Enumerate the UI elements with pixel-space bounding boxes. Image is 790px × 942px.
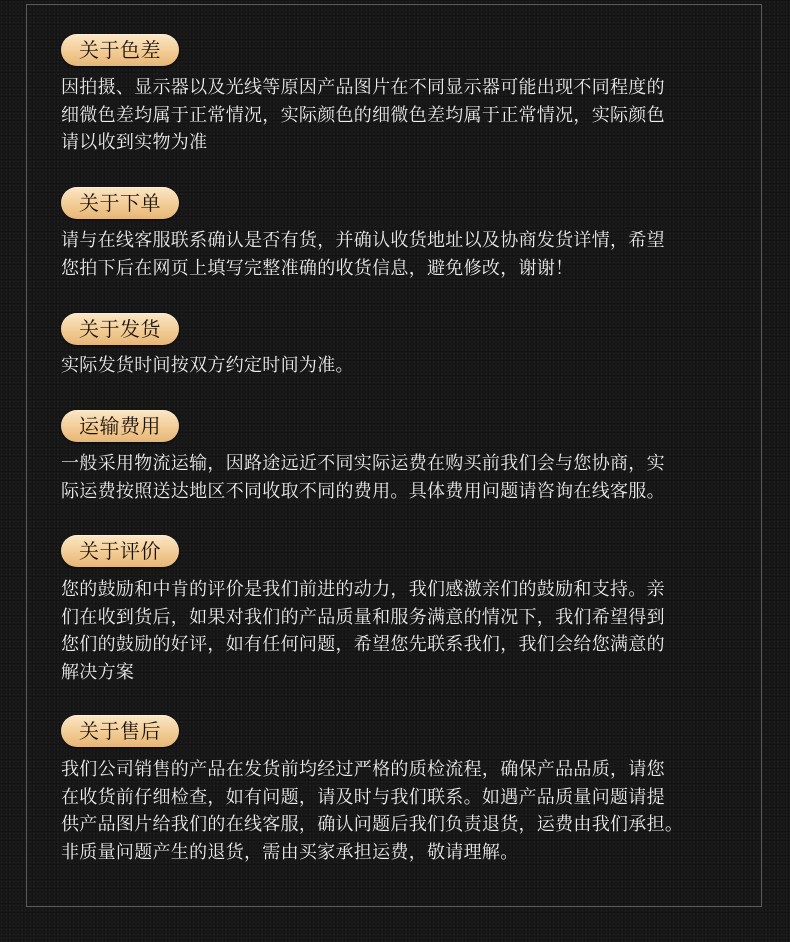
section-title-badge: 关于色差 — [61, 34, 179, 66]
body-line: 我们公司销售的产品在发货前均经过严格的质检流程，确保产品品质，请您 — [61, 759, 665, 780]
section-title-badge: 关于发货 — [61, 313, 179, 345]
body-line: 在收货前仔细检查，如有问题，请及时与我们联系。如遇产品质量问题请提 — [61, 786, 665, 808]
section-body — [61, 352, 751, 380]
section-title-badge: 关于评价 — [61, 535, 179, 567]
section-title-badge: 关于下单 — [61, 187, 179, 219]
body-line: 您拍下后在网页上填写完整准确的收货信息，避免修改，谢谢！ — [61, 257, 574, 279]
body-line: 非质量问题产生的退货，需由买家承担运费，敬请理解。 — [61, 841, 519, 863]
body-line: 请以收到实物为准 — [61, 132, 208, 153]
body-line: 请与在线客服联系确认是否有货，并确认收货地址以及协商发货详情，希望 — [61, 230, 665, 251]
body-line: 细微色差均属于正常情况，实际颜色的细微色差均属于正常情况，实际颜色 — [61, 104, 665, 126]
section-title-badge: 关于售后 — [61, 715, 179, 747]
section-body — [61, 227, 751, 282]
body-line: 实际发货时间按双方约定时间为准。 — [61, 355, 354, 376]
section-ordering — [61, 187, 751, 282]
body-line: 一般采用物流运输，因路途远近不同实际运费在购买前我们会与您协商，实 — [61, 453, 665, 474]
section-title-badge: 运输费用 — [61, 410, 179, 442]
section-body — [61, 450, 751, 505]
body-line: 们在收到货后，如果对我们的产品质量和服务满意的情况下，我们希望得到 — [61, 606, 665, 628]
section-transport-fee — [61, 410, 751, 505]
body-line: 您的鼓励和中肯的评价是我们前进的动力，我们感激亲们的鼓励和支持。亲 — [61, 579, 665, 600]
section-color-difference — [61, 34, 751, 157]
body-line: 供产品图片给我们的在线客服，确认问题后我们负责退货，运费由我们承担。 — [61, 814, 684, 835]
body-line: 您们的鼓励的好评，如有任何问题，希望您先联系我们，我们会给您满意的 — [61, 634, 665, 655]
body-line: 因拍摄、显示器以及光线等原因产品图片在不同显示器可能出现不同程度的 — [61, 77, 665, 98]
section-reviews — [61, 535, 751, 686]
section-body — [61, 74, 751, 157]
body-line: 际运费按照送达地区不同收取不同的费用。具体费用问题请咨询在线客服。 — [61, 480, 665, 502]
section-body — [61, 756, 751, 866]
section-body — [61, 576, 751, 686]
section-after-sales — [61, 715, 751, 866]
body-line: 解决方案 — [61, 661, 135, 683]
section-shipping — [61, 313, 751, 380]
